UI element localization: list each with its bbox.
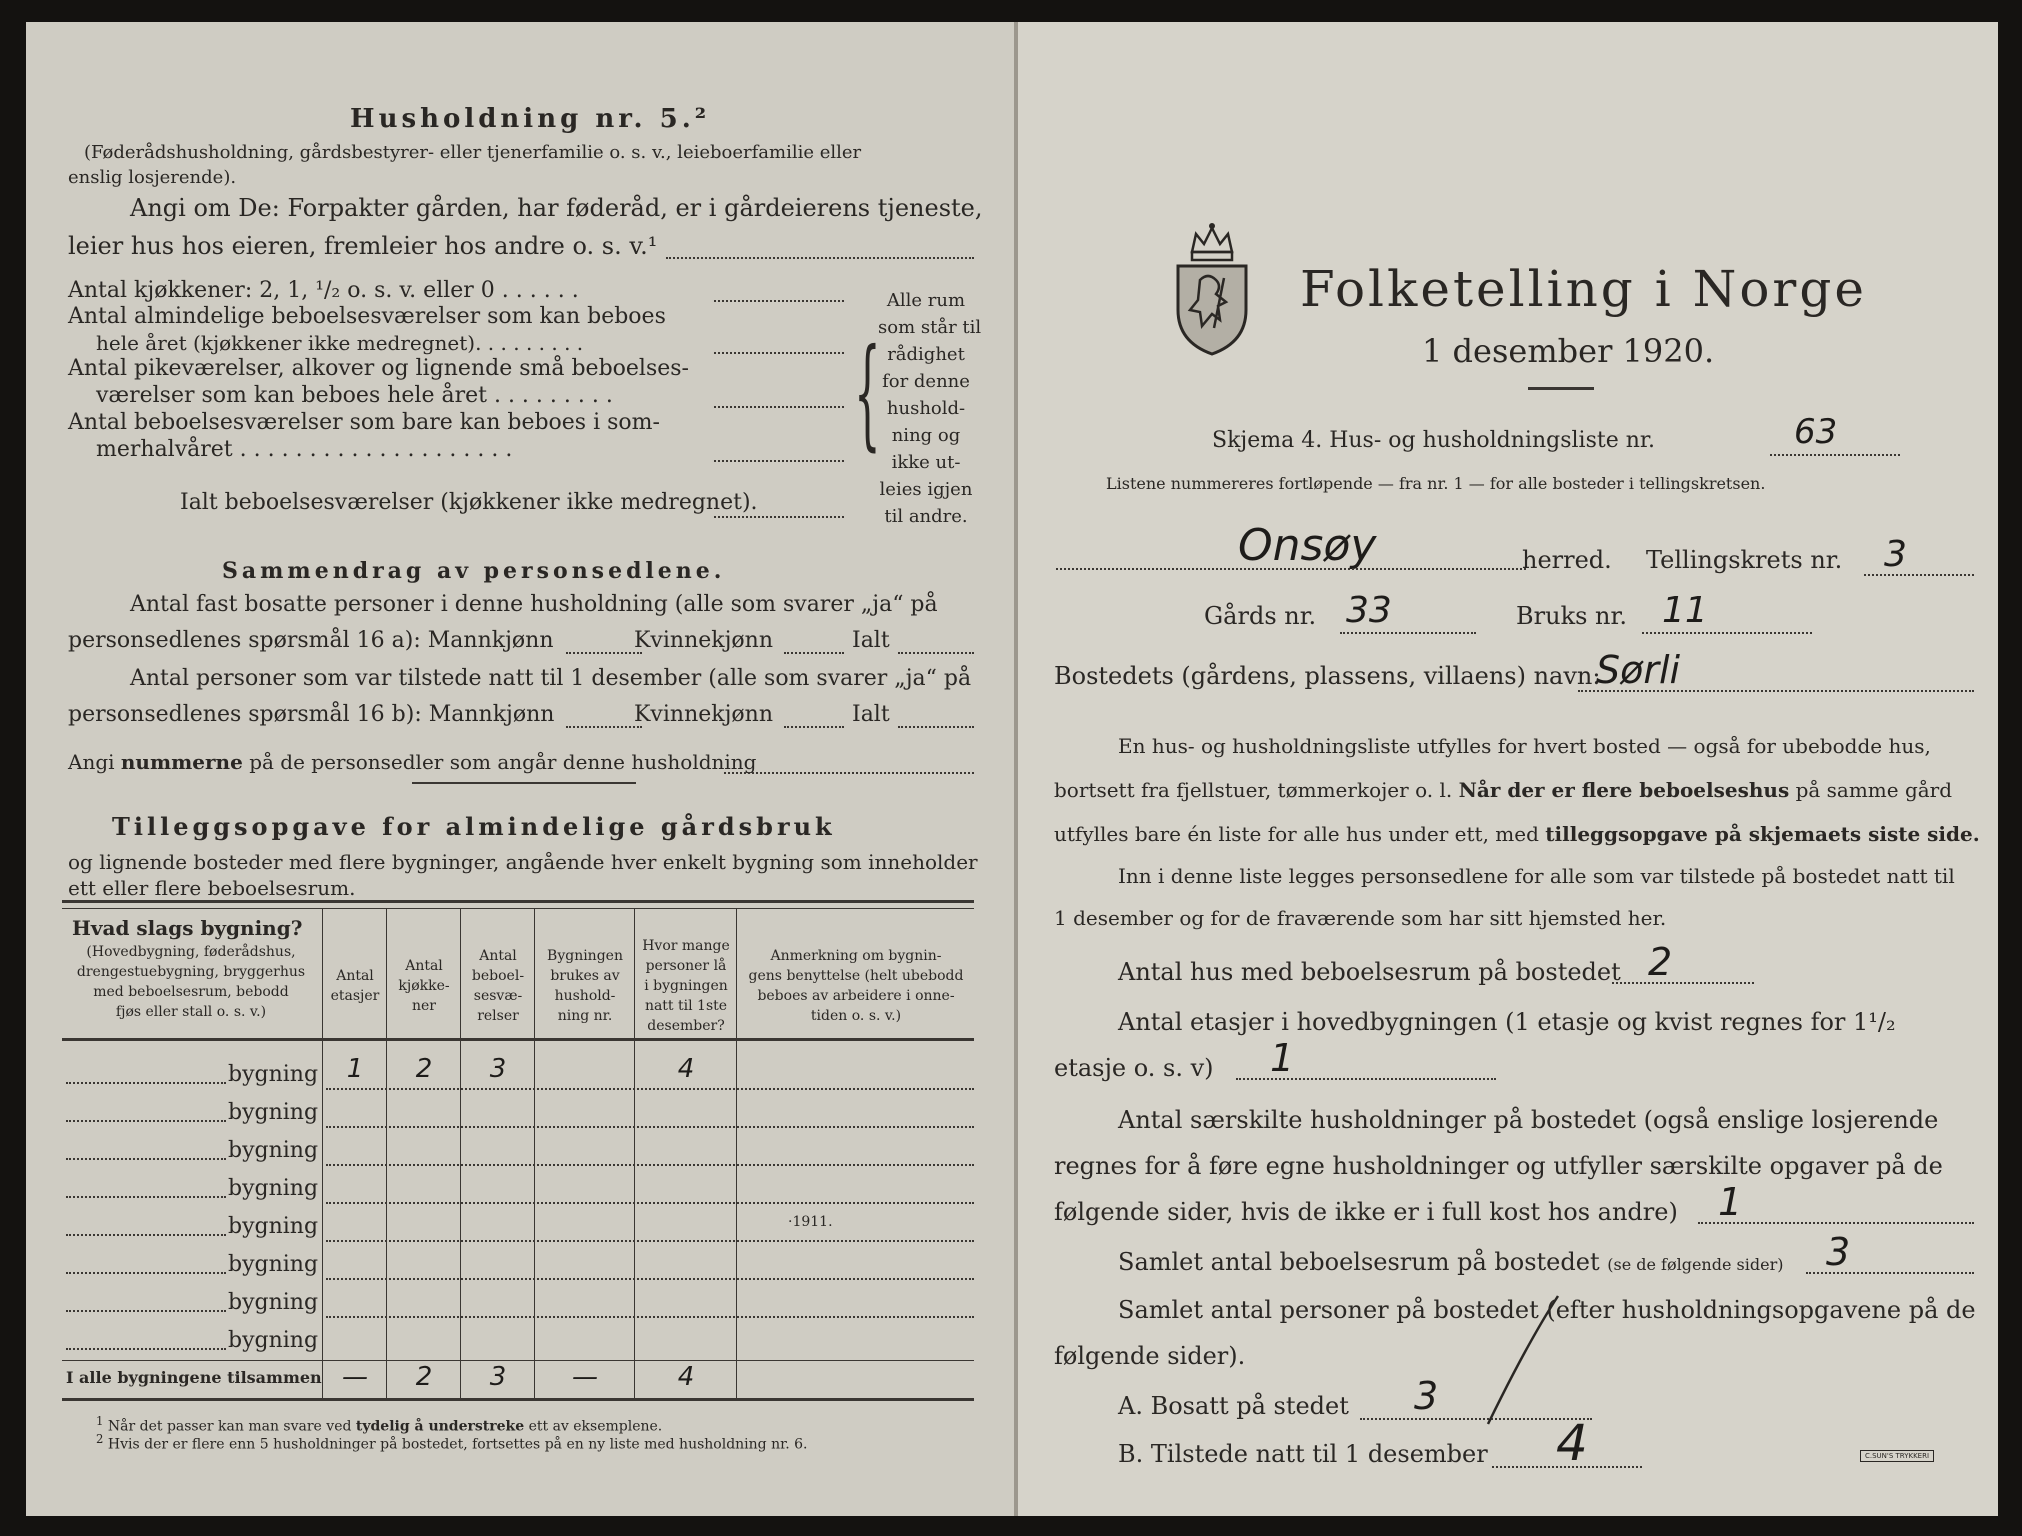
norwegian-coat-of-arms-icon: [1170, 218, 1254, 358]
q-resident: A. Bosatt på stedet: [1118, 1392, 1349, 1420]
summary-1a: Antal fast bosatte personer i denne husholdning (alle som svarer „ja“ på: [130, 592, 938, 617]
q-households: Antal særskilte husholdninger på bostedet (også enslige losjerende: [1118, 1106, 1939, 1134]
resident-male-line[interactable]: [566, 652, 642, 654]
rooms-small: Antal pikeværelser, alkover og lignende små beboelses-: [68, 356, 689, 381]
bosted-value[interactable]: Sørli: [1596, 648, 1681, 692]
ordinary-answer-line[interactable]: [714, 352, 844, 354]
head-building-desc: (Hovedbygning, føderådshus, drengestuebygning, bryggerhus med beboelsesrum, bebodd fjøs eller stall o. s. v.): [76, 944, 306, 1020]
left-page: Husholdning nr. 5.² (Føderådshusholdning, gårdsbestyrer- eller tjenerfamilie o. s. v., leieboerfamilie eller enslig losjerende). Angi om De: Forpakter gården, har føderåd, er i gårdeierens tjeneste, leier hus hos eieren, fremleier hos andre o. s. v.¹ Antal kjøkkener: 2, 1, ¹/₂ o. s. v. eller 0 . . . . . . Antal almindelige beboelsesværelser som kan beboes hele året (kjøkkener ikke medregnet). . . . . . . . . Antal pikeværelser, alkover og lignende små beboelses- værelser som kan beboes hele året . . . . . . . . . Antal beboelsesværelser som bare kan beboes i som- merhalvåret . . . . . . . . . . . . . . . . . . . . Ialt beboelsesværelser (kjøkkener ikke medregnet). { Alle rum som står til rådighet for denne hushold- ning og ikke ut- leies igjen til andre. Sammendrag av personsedlene. Antal fast bosatte personer i denne husholdning (alle som svarer „ja“ på personsedlenes spørsmål 16 a): Mannkjønn Kvinnekjønn Ialt Antal personer som var tilstede natt til 1 desember (alle som svarer „ja“ på personsedlenes spørsmål 16 b): Mannkjønn Kvinnekjønn Ialt Angi nummerne på de personsedler som angår denne husholdning Tilleggsopgave for almindelige gårdsbruk og lignende bosteder med flere bygninger, angående hver enkelt bygning som inneholder ett eller flere beboelsesrum. Hvad slags bygning? (Hovedbygning, føderådshus, drengestuebygning, bryggerhus med beboelsesrum, bebodd fjøs eller stall o. s. v.) Antal etasjer Antal kjøkke- ner Antal beboel- sesvæ- relser Bygningen brukes av hushold- ning nr. Hvor mange personer lå i bygningen natt til 1ste desember? Anmerkning om bygnin- gens benyttelse (helt ubebodd beboes av arbeidere i onne- tiden o. s. v.) bygning 1 2 3 4 bygning bygning bygning bygning ·1911. bygning bygning bygning I alle bygningene tilsammen — 2 3 — 4 $^1$ Når det passer kan man svare ved tydelig å understreke ett av eksemplene. $^2$ Hvis der er flere enn 5 husholdninger på bostedet, fortsettes på en ny liste med husholdning nr. 6.: [26, 22, 1016, 1516]
q-houses: Antal hus med beboelsesrum på bostedet: [1118, 958, 1621, 986]
footnote-1: $^1$ Når det passer kan man svare ved tydelig å understreke ett av eksemplene.: [96, 1414, 663, 1435]
ialt-label-1: Ialt: [852, 628, 890, 653]
total-rooms-line[interactable]: [714, 516, 844, 518]
bosted-line: [1578, 690, 1974, 692]
a-rooms[interactable]: 3: [1826, 1230, 1851, 1274]
a-houses[interactable]: 2: [1648, 940, 1673, 984]
rooms-small-2: værelser som kan beboes hele året . . . . . . . . .: [96, 383, 613, 408]
pen-stroke-icon: [1448, 1292, 1568, 1432]
q-present: B. Tilstede natt til 1 desember: [1118, 1440, 1488, 1468]
krets-label: Tellingskrets nr.: [1646, 546, 1843, 574]
q-floors: Antal etasjer i hovedbygningen (1 etasje og kvist regnes for 1¹/₂: [1118, 1008, 1896, 1036]
summary-2b: personsedlenes spørsmål 16 b): Mannkjønn: [68, 702, 555, 727]
census-date: 1 desember 1920.: [1422, 332, 1715, 370]
head-household: Bygningen brukes av hushold- ning nr.: [547, 948, 623, 1024]
krets-value[interactable]: 3: [1884, 534, 1907, 575]
floors-line: [1236, 1078, 1496, 1080]
krets-line: [1864, 574, 1974, 576]
households-line: [1698, 1222, 1974, 1224]
kvinnekjonn-label-2: Kvinnekjønn: [634, 702, 773, 727]
bruks-value[interactable]: 11: [1662, 590, 1708, 631]
kitchens-answer-line[interactable]: [714, 300, 844, 302]
a-present[interactable]: 4: [1556, 1414, 1588, 1472]
total-rooms-label: Ialt beboelsesværelser (kjøkkener ikke medregnet).: [180, 490, 758, 515]
rooms-summer: Antal beboelsesværelser som bare kan beboes i som-: [68, 410, 660, 435]
numbers-note: Angi nummerne på de personsedler som angår denne husholdning: [68, 750, 757, 774]
rooms-ordinary-2: hele året (kjøkkener ikke medregnet). . . . . . . . .: [96, 331, 584, 355]
rooms-ordinary: Antal almindelige beboelsesværelser som kan beboes: [68, 304, 666, 329]
brace-icon: {: [854, 324, 881, 463]
q-floors-2: etasje o. s. v): [1054, 1054, 1214, 1082]
schema-number[interactable]: 63: [1794, 412, 1838, 452]
ialt-label-2: Ialt: [852, 702, 890, 727]
present-female-line[interactable]: [784, 726, 844, 728]
rooms-line: [1806, 1272, 1974, 1274]
schema-number-line: [1770, 454, 1900, 456]
q-households-2: regnes for å føre egne husholdninger og utfyller særskilte opgaver på de: [1054, 1152, 1943, 1180]
numbering-note: Listene nummereres fortløpende — fra nr. 1 — for alle bosteder i tellingskretsen.: [1106, 474, 1766, 493]
gards-value[interactable]: 33: [1346, 590, 1392, 631]
a-resident[interactable]: 3: [1414, 1374, 1439, 1418]
rooms-kitchens: Antal kjøkkener: 2, 1, ¹/₂ o. s. v. eller 0 . . . . . .: [68, 278, 579, 303]
present-male-line[interactable]: [566, 726, 642, 728]
herred-line: [1056, 568, 1526, 570]
small-answer-line[interactable]: [714, 406, 844, 408]
household-subtitle: (Føderådshusholdning, gårdsbestyrer- eller tjenerfamilie o. s. v., leieboerfamilie eller: [84, 142, 862, 163]
q-persons: Samlet antal personer på bostedet (efter husholdningsopgavene på de: [1118, 1296, 1976, 1324]
bruks-line: [1642, 632, 1812, 634]
household-title: Husholdning nr. 5.²: [350, 104, 711, 134]
ask-line-1: Angi om De: Forpakter gården, har føderåd, er i gårdeierens tjeneste,: [130, 194, 983, 222]
summary-title: Sammendrag av personsedlene.: [222, 558, 726, 584]
household-subtitle-2: enslig losjerende).: [68, 167, 237, 188]
summary-1b: personsedlenes spørsmål 16 a): Mannkjønn: [68, 628, 554, 653]
resident-total-line[interactable]: [898, 652, 974, 654]
ask-line-2: leier hus hos eieren, fremleier hos andre o. s. v.¹: [68, 232, 658, 260]
divider: [412, 782, 636, 784]
supplement-2: ett eller flere beboelsesrum.: [68, 876, 356, 900]
supplement-title: Tilleggsopgave for almindelige gårdsbruk: [112, 812, 836, 841]
schema-label: Skjema 4. Hus- og husholdningsliste nr.: [1212, 428, 1655, 453]
summary-2a: Antal personer som var tilstede natt til 1 desember (alle som svarer „ja“ på: [130, 666, 972, 691]
date-underline: [1528, 387, 1594, 390]
rooms-summer-2: merhalvåret . . . . . . . . . . . . . . . . . . . .: [96, 437, 513, 462]
a-floors[interactable]: 1: [1270, 1036, 1295, 1080]
bosted-label: Bostedets (gårdens, plassens, villaens) navn:: [1054, 662, 1601, 690]
a-households[interactable]: 1: [1718, 1180, 1743, 1224]
instructions-5: 1 desember og for de fraværende som har sitt hjemsted her.: [1054, 906, 1667, 930]
present-total-line[interactable]: [898, 726, 974, 728]
footnote-2: $^2$ Hvis der er flere enn 5 husholdninger på bostedet, fortsettes på en ny liste med husholdning nr. 6.: [96, 1432, 808, 1453]
numbers-answer-line[interactable]: [724, 772, 974, 774]
herred-label: herred.: [1522, 546, 1612, 574]
resident-female-line[interactable]: [784, 652, 844, 654]
present-line: [1492, 1466, 1642, 1468]
instructions-4: Inn i denne liste legges personsedlene for alle som var tilstede på bostedet natt til: [1118, 864, 1955, 888]
q-persons-2: følgende sider).: [1054, 1342, 1246, 1370]
right-page: [1018, 22, 1998, 1516]
instructions-3: utfylles bare én liste for alle hus under ett, med tilleggsopgave på skjemaets siste side.: [1054, 822, 1980, 846]
q-households-3: følgende sider, hvis de ikke er i full kost hos andre): [1054, 1198, 1678, 1226]
instructions-1: En hus- og husholdningsliste utfylles for hvert bosted — også for ubebodde hus,: [1118, 734, 1931, 758]
summer-answer-line[interactable]: [714, 460, 844, 462]
gards-line: [1340, 632, 1476, 634]
head-remarks: Anmerkning om bygnin- gens benyttelse (helt ubebodd beboes av arbeidere i onne- tiden o. s. v.): [748, 948, 964, 1024]
kvinnekjonn-label-1: Kvinnekjønn: [634, 628, 773, 653]
head-rooms: Antal beboel- sesvæ- relser: [471, 948, 525, 1024]
head-building-title: Hvad slags bygning?: [72, 916, 303, 940]
printer-mark: C.SUN'S TRYKKERI: [1860, 1450, 1934, 1462]
instructions-2: bortsett fra fjellstuer, tømmerkojer o. l. Når der er flere beboelseshus på samme gård: [1054, 778, 1953, 802]
bruks-label: Bruks nr.: [1516, 602, 1627, 630]
head-persons: Hvor mange personer lå i bygningen natt til 1ste desember?: [642, 938, 730, 1034]
houses-line: [1612, 982, 1754, 984]
census-title: Folketelling i Norge: [1300, 260, 1867, 318]
head-kitchens: Antal kjøkke- ner: [398, 958, 450, 1014]
gards-label: Gårds nr.: [1204, 602, 1317, 630]
q-rooms: Samlet antal beboelsesrum på bostedet (se de følgende sider): [1118, 1248, 1784, 1276]
ask-answer-line[interactable]: [666, 257, 974, 259]
head-floors: Antal etasjer: [330, 968, 380, 1004]
herred-value[interactable]: Onsøy: [1238, 520, 1377, 571]
supplement-1: og lignende bosteder med flere bygninger, angående hver enkelt bygning som inneholder: [68, 850, 978, 874]
